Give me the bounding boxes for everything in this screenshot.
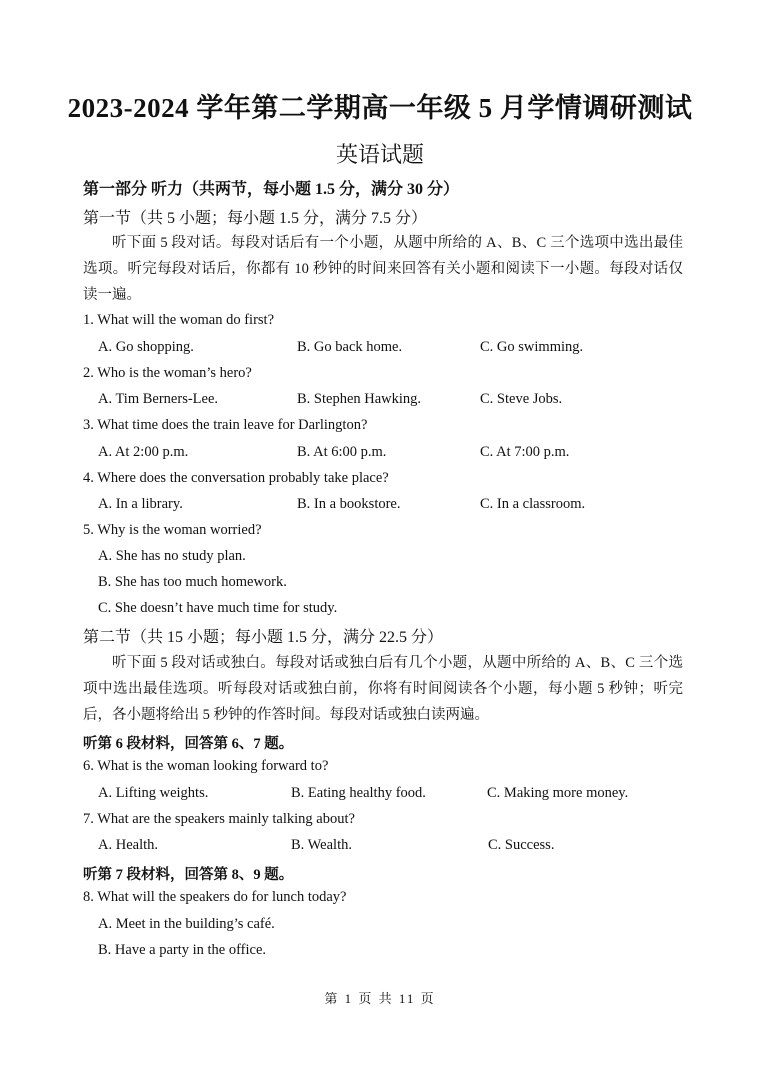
question-3-option-c: C. At 7:00 p.m. — [480, 444, 570, 460]
question-2-option-a: A. Tim Berners-Lee. — [98, 391, 219, 407]
part-heading: 第一部分 听力（共两节，每小题 1.5 分，满分 30 分） — [83, 181, 460, 198]
question-1-stem: 1. What will the woman do first? — [83, 312, 275, 328]
question-5-option-b: B. She has too much homework. — [98, 574, 287, 590]
section1-instructions: 听下面 5 段对话。每段对话后有一个小题，从题中所给的 A、B、C 三个选项中选出最佳选项。听完每段对话后，你都有 10 秒钟的时间来回答有关小题和阅读下一小题。每段对话仅读一遍。 — [83, 235, 683, 303]
question-8-option-b: B. Have a party in the office. — [98, 942, 267, 958]
question-2-option-c: C. Steve Jobs. — [480, 391, 563, 407]
question-8-option-a: A. Meet in the building’s café. — [98, 916, 275, 932]
question-1-option-c: C. Go swimming. — [480, 339, 584, 355]
question-3-option-b: B. At 6:00 p.m. — [297, 444, 387, 460]
question-3-stem: 3. What time does the train leave for Darlington? — [83, 417, 368, 433]
question-7-option-a: A. Health. — [98, 837, 158, 853]
question-4-option-a: A. In a library. — [98, 496, 183, 512]
question-1-option-b: B. Go back home. — [297, 339, 403, 355]
question-7-option-c: C. Success. — [488, 837, 555, 853]
question-6-stem: 6. What is the woman looking forward to? — [83, 758, 329, 774]
question-6-option-a: A. Lifting weights. — [98, 785, 209, 801]
question-7-option-b: B. Wealth. — [291, 837, 352, 853]
question-5-stem: 5. Why is the woman worried? — [83, 522, 262, 538]
section2-instructions: 听下面 5 段对话或独白。每段对话或独白后有几个小题，从题中所给的 A、B、C 三个选项中选出最佳选项。听每段对话或独白前，你将有时间阅读各个小题，每小题 5 秒钟；听完后，各小题将给出 5 秒钟的作答时间。每段对话或独白读两遍。 — [83, 655, 683, 723]
question-5-option-a: A. She has no study plan. — [98, 548, 246, 564]
section2-heading: 第二节（共 15 小题；每小题 1.5 分，满分 22.5 分） — [83, 629, 444, 646]
page-footer: 第 1 页 共 11 页 — [324, 991, 436, 1006]
exam-subtitle: 英语试题 — [335, 142, 424, 167]
question-1-option-a: A. Go shopping. — [98, 339, 194, 355]
question-2-option-b: B. Stephen Hawking. — [297, 391, 422, 407]
question-6-option-b: B. Eating healthy food. — [291, 785, 426, 801]
question-5-option-c: C. She doesn’t have much time for study. — [98, 600, 338, 616]
question-2-stem: 2. Who is the woman’s hero? — [83, 365, 252, 381]
question-4-option-b: B. In a bookstore. — [297, 496, 401, 512]
question-4-stem: 4. Where does the conversation probably take place? — [83, 470, 389, 486]
question-4-option-c: C. In a classroom. — [480, 496, 586, 512]
material-6-heading: 听第 6 段材料，回答第 6、7 题。 — [83, 736, 294, 752]
question-8-stem: 8. What will the speakers do for lunch today? — [83, 889, 347, 905]
exam-title: 2023-2024 学年第二学期高一年级 5 月学情调研测试 — [67, 93, 693, 123]
section1-heading: 第一节（共 5 小题；每小题 1.5 分，满分 7.5 分） — [83, 210, 428, 227]
question-7-stem: 7. What are the speakers mainly talking about? — [83, 811, 355, 827]
material-7-heading: 听第 7 段材料，回答第 8、9 题。 — [83, 867, 294, 883]
question-3-option-a: A. At 2:00 p.m. — [98, 444, 189, 460]
question-6-option-c: C. Making more money. — [487, 785, 629, 801]
